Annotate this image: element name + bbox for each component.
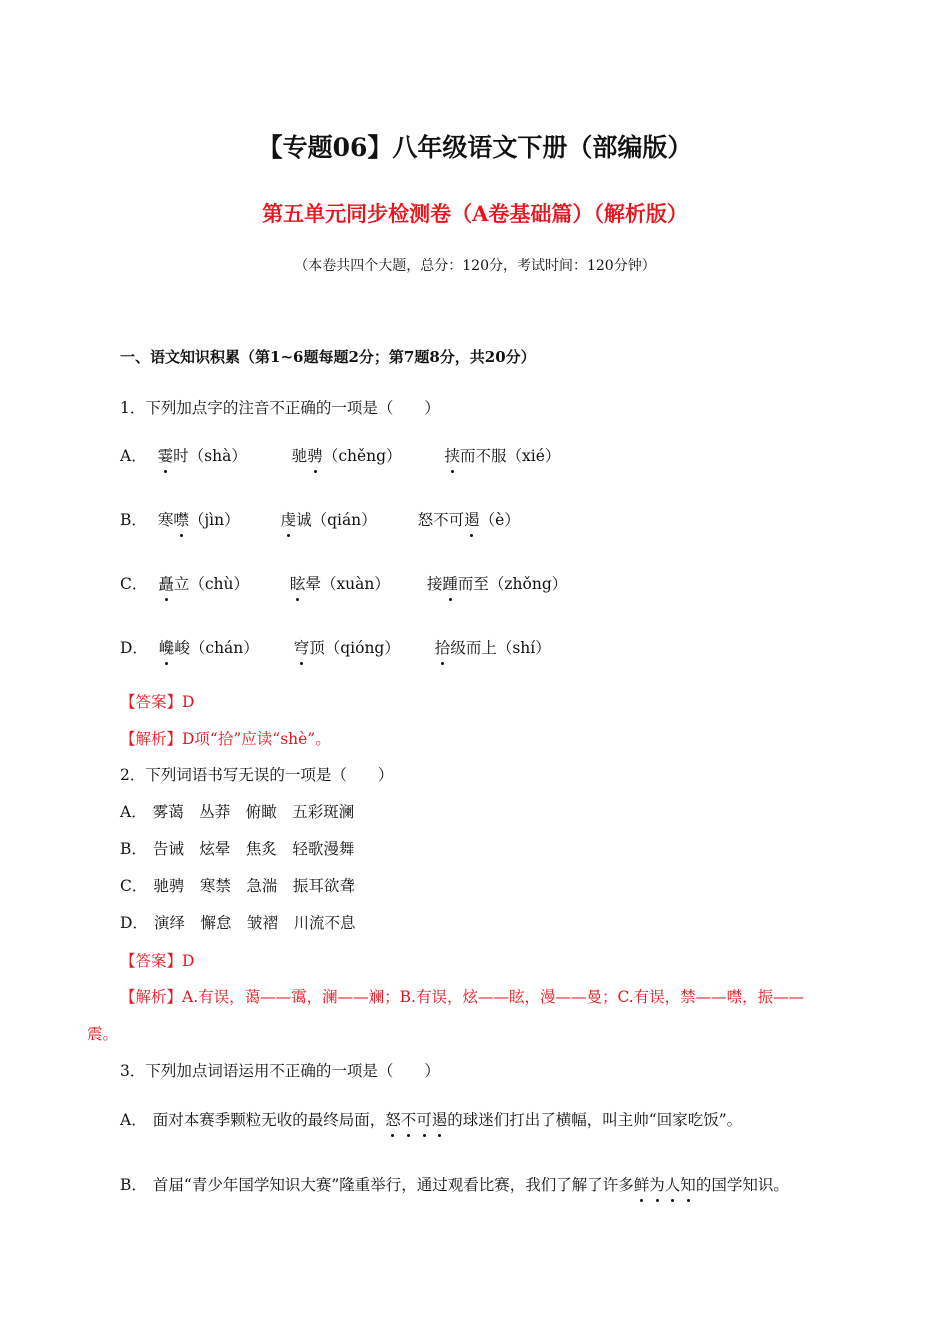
option-item: 虔诚（qián） — [281, 511, 377, 529]
dotted-char: 拾 — [435, 636, 451, 658]
dotted-char: 穹 — [294, 636, 310, 658]
document-subtitle: 第五单元同步检测卷（A卷基础篇）（解析版） — [262, 201, 688, 226]
dotted-phrase — [385, 1111, 447, 1129]
option-item: 接踵而至（zhǒng） — [427, 575, 567, 593]
option-label: C． — [120, 877, 148, 895]
q1-option-b — [120, 508, 520, 530]
dotted-char: 矗 — [158, 572, 174, 594]
option-item: 挟而不服（xié） — [445, 447, 561, 465]
option-item: 寒噤（jìn） — [158, 511, 240, 529]
dotted-char: 为 — [649, 1173, 665, 1195]
dotted-char: 怒 — [385, 1108, 401, 1130]
q2-option-b — [120, 837, 354, 859]
option-text: 演绎 懈怠 皱褶 川流不息 — [153, 914, 356, 932]
option-label: A． — [120, 803, 147, 821]
q1-option-d — [120, 636, 551, 658]
dotted-char: 鲜 — [634, 1173, 650, 1195]
option-text: 告诫 炫晕 焦炙 轻歌漫舞 — [152, 840, 355, 858]
dotted-phrase — [634, 1176, 696, 1194]
section-heading: 一、语文知识积累（第1~6题每题2分；第7题8分，共20分） — [120, 348, 536, 366]
q3-option-a: A． 面对本赛季颗粒无收的最终局面，怒不可遏的球迷们打出了横幅，叫主帅“回家吃饭”。 — [120, 1108, 742, 1130]
option-label: A． — [120, 1111, 147, 1129]
dotted-char: 人 — [665, 1173, 681, 1195]
option-item: 霎时（shà） — [158, 447, 247, 465]
dotted-char: 不 — [401, 1108, 417, 1130]
dotted-char: 知 — [680, 1173, 696, 1195]
q2-answer: 【答案】D — [120, 952, 195, 970]
option-label: D． — [120, 914, 148, 932]
question-2-stem: 2．下列词语书写无误的一项是（ ） — [120, 766, 394, 784]
dotted-char: 霎 — [158, 444, 174, 466]
dotted-char: 遏 — [432, 1108, 448, 1130]
dotted-char: 巉 — [159, 636, 175, 658]
dotted-char: 挟 — [445, 444, 461, 466]
question-1-stem: 1．下列加点字的注音不正确的一项是（ ） — [120, 399, 440, 417]
q1-analysis: 【解析】D项“拾”应读“shè”。 — [120, 730, 331, 748]
dotted-char: 遏 — [464, 508, 480, 530]
dotted-char: 可 — [416, 1108, 432, 1130]
q1-option-c — [120, 572, 567, 594]
option-item: 穹顶（qióng） — [294, 639, 400, 657]
option-label: B． — [120, 511, 147, 529]
dotted-char: 踵 — [442, 572, 458, 594]
option-label: A． — [120, 447, 147, 465]
dotted-char: 眩 — [290, 572, 306, 594]
option-label: B． — [120, 840, 147, 858]
q1-answer: 【答案】D — [120, 693, 195, 711]
option-item: 驰骋（chěng） — [292, 447, 402, 465]
q2-option-d — [120, 911, 355, 933]
document-title: 【专题06】八年级语文下册（部编版） — [257, 133, 693, 162]
q3-option-b: B． 首届“青少年国学知识大赛”隆重举行，通过观看比赛，我们了解了许多鲜为人知的国学知识。 — [120, 1173, 789, 1195]
dotted-char: 噤 — [173, 508, 189, 530]
option-item: 巉峻（chán） — [159, 639, 259, 657]
q1-option-a — [120, 444, 560, 466]
option-label: C． — [120, 575, 148, 593]
q2-analysis-line2: 震。 — [87, 1025, 119, 1043]
q2-option-a — [120, 800, 354, 822]
exam-note: （本卷共四个大题，总分：120分，考试时间：120分钟） — [294, 258, 656, 274]
option-label: D． — [120, 639, 148, 657]
option-item: 怒不可遏（è） — [418, 511, 520, 529]
option-item: 眩晕（xuàn） — [290, 575, 390, 593]
option-text: 雾蔼 丛莽 俯瞰 五彩斑澜 — [152, 803, 355, 821]
option-text: 驰骋 寒禁 急湍 振耳欲聋 — [153, 877, 355, 895]
dotted-char: 骋 — [307, 444, 323, 466]
option-item: 拾级而上（shí） — [435, 639, 551, 657]
question-3-stem: 3．下列加点词语运用不正确的一项是（ ） — [120, 1062, 440, 1080]
option-label: B． — [120, 1176, 147, 1194]
dotted-char: 虔 — [281, 508, 297, 530]
q2-analysis-line1: 【解析】A.有误，蔼——霭，澜——斓；B.有误，炫——眩，漫——曼；C.有误，禁——噤，振—— — [120, 988, 805, 1006]
option-item: 矗立（chù） — [158, 575, 249, 593]
q2-option-c — [120, 874, 355, 896]
